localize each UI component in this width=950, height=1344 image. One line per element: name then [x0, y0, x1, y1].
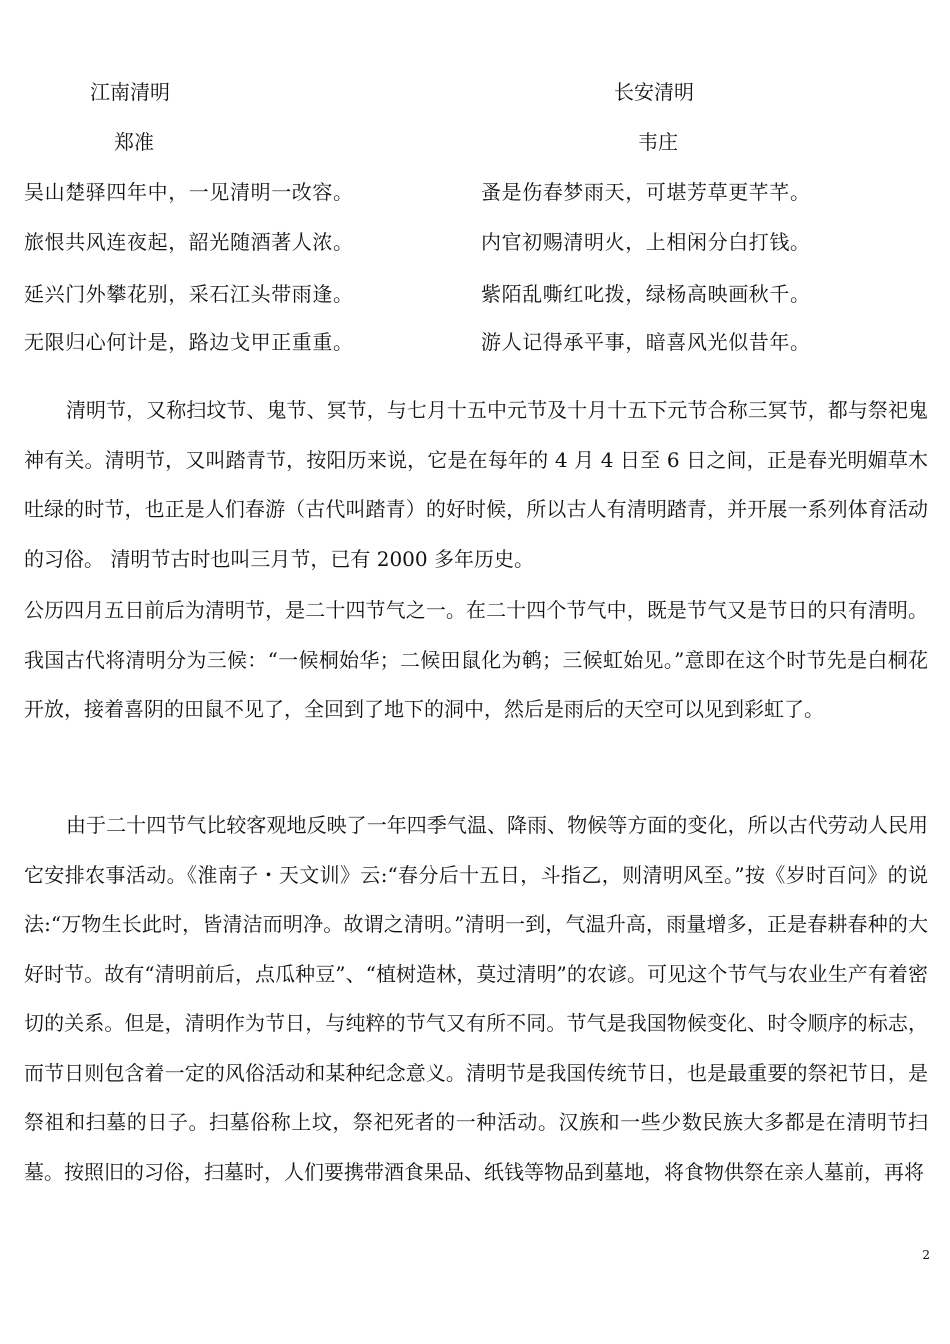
- paragraph-customs: [24, 801, 928, 1197]
- poem-title: 江南清明: [90, 80, 170, 104]
- poem-line: 延兴门外攀花别，采石江头带雨逢。: [24, 282, 354, 306]
- paragraph-text: 由于二十四节气比较客观地反映了一年四季气温、降雨、物候等方面的变化，所以古代劳动人民用它安排农事活动。《淮南子・天文训》云:“春分后十五日，斗指乙，则清明风至。”按《岁时百问》的说法:“万物生长此时，皆清洁而明净。故谓之清明。”清明一到，气温升高，雨量增多，正是春耕春种的大好时节。故有“清明前后，点瓜种豆”、“植树造林，莫过清明”的农谚。可见这个节气与农业生产有着密切的关系。但是，清明作为节日，与纯粹的节气又有所不同。节气是我国物候变化、时令顺序的标志，而节日则包含着一定的风俗活动和某种纪念意义。清明节是我国传统节日，也是最重要的祭祀节日，是祭祖和扫墓的日子。扫墓俗称上坟，祭祀死者的一种活动。汉族和一些少数民族大多都是在清明节扫墓。按照旧的习俗，扫墓时，人们要携带酒食果品、纸钱等物品到墓地，将食物供祭在亲人墓前，再将: [24, 813, 928, 1184]
- paragraph-solar-term: [24, 586, 928, 735]
- poem-line: 吴山楚驿四年中，一见清明一改容。: [24, 180, 354, 204]
- poem-line: 蚤是伤春梦雨天，可堪芳草更芊芊。: [481, 180, 811, 204]
- poem-title: 长安清明: [614, 80, 694, 104]
- poem-author: 韦庄: [638, 130, 678, 154]
- paragraph-qingming-intro: [24, 386, 928, 584]
- poem-line: 无限归心何计是，路边戈甲正重重。: [24, 330, 354, 354]
- poem-line: 紫陌乱嘶红叱拨，绿杨高映画秋千。: [481, 282, 811, 306]
- poem-line: 游人记得承平事，暗喜风光似昔年。: [481, 330, 811, 354]
- paragraph-text: 公历四月五日前后为清明节，是二十四节气之一。在二十四个节气中，既是节气又是节日的只有清明。我国古代将清明分为三候：“一候桐始华；二候田鼠化为鹌；三候虹始见。”意即在这个时节先是白桐花开放，接着喜阴的田鼠不见了，全回到了地下的洞中，然后是雨后的天空可以见到彩虹了。: [24, 598, 928, 721]
- page-number: 2: [922, 1248, 930, 1262]
- paragraph-text: 清明节，又称扫坟节、鬼节、冥节，与七月十五中元节及十月十五下元节合称三冥节，都与祭祀鬼神有关。清明节，又叫踏青节，按阳历来说，它是在每年的 4 月 4 日至 6 日之间，正是春光明媚草木吐绿的时节，也正是人们春游（古代叫踏青）的好时候，所以古人有清明踏青，并开展一系列体育活动的习俗。 清明节古时也叫三月节，已有 2000 多年历史。: [24, 398, 928, 571]
- poem-author: 郑准: [114, 130, 154, 154]
- poem-line: 内官初赐清明火，上相闲分白打钱。: [481, 230, 811, 254]
- poem-line: 旅恨共风连夜起，韶光随酒著人浓。: [24, 230, 354, 254]
